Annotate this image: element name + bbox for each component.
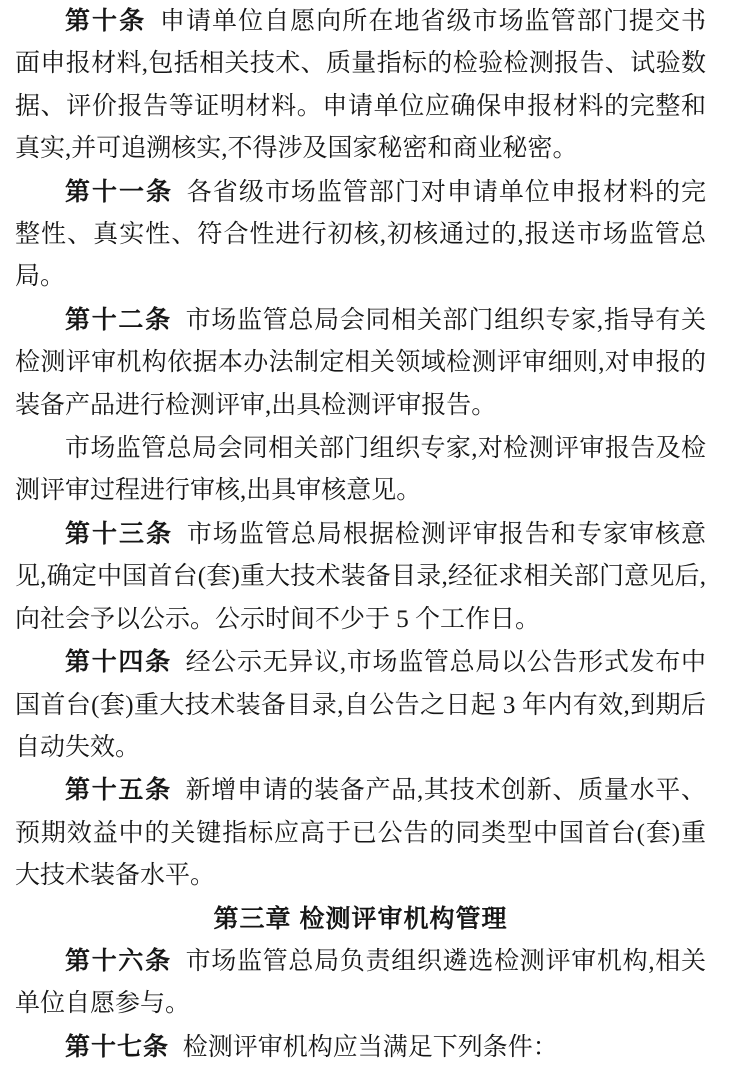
article-text: 市场监管总局会同相关部门组织专家,对检测评审报告及检测评审过程进行审核,出具审核意见。 [15, 435, 706, 505]
article-number: 第十条 [65, 7, 147, 35]
article-text: 市场监管总局根据检测评审报告和专家审核意见,确定中国首台(套)重大技术装备目录,经征求相关部门意见后,向社会予以公示。公示时间不少于 5 个工作日。 [15, 520, 706, 633]
article-number: 第十五条 [65, 776, 172, 805]
article-number: 第十四条 [65, 648, 172, 677]
article-text: 市场监管总局会同相关部门组织专家,指导有关检测评审机构依据本办法制定相关领域检测评审细则,对申报的装备产品进行检测评审,出具检测评审报告。 [15, 306, 706, 419]
article-text: 市场监管总局负责组织遴选检测评审机构,相关单位自愿参与。 [15, 947, 706, 1018]
article-paragraph [15, 1026, 706, 1069]
article-number: 第十三条 [65, 519, 174, 548]
article-paragraph [15, 641, 706, 769]
article-number: 第十二条 [65, 305, 172, 334]
article-text: 各省级市场监管部门对申请单位申报材料的完整性、真实性、符合性进行初核,初核通过的,报送市场监管总局。 [15, 178, 706, 291]
article-paragraph [15, 513, 706, 641]
article-paragraph [15, 299, 706, 427]
chapter-heading: 第三章 检测评审机构管理 [213, 904, 508, 933]
article-paragraph [15, 427, 706, 513]
article-text: 检测评审机构应当满足下列条件： [182, 1033, 558, 1061]
article-number: 第十六条 [65, 946, 172, 975]
article-number: 第十一条 [65, 177, 174, 206]
article-paragraph [15, 0, 706, 171]
article-number: 第十七条 [65, 1032, 170, 1061]
article-text: 申请单位自愿向所在地省级市场监管部门提交书面申报材料,包括相关技术、质量指标的检验检测报告、试验数据、评价报告等证明材料。申请单位应确保申报材料的完整和真实,并可追溯核实,不得涉及国家秘密和商业秘密。 [15, 8, 706, 163]
article-text: 经公示无异议,市场监管总局以公告形式发布中国首台(套)重大技术装备目录,自公告之日起 3 年内有效,到期后自动失效。 [15, 649, 706, 761]
article-paragraph [15, 940, 706, 1026]
article-paragraph [15, 171, 706, 299]
article-text: 新增申请的装备产品,其技术创新、质量水平、预期效益中的关键指标应高于已公告的同类型中国首台(套)重大技术装备水平。 [15, 777, 706, 890]
article-paragraph [15, 769, 706, 897]
